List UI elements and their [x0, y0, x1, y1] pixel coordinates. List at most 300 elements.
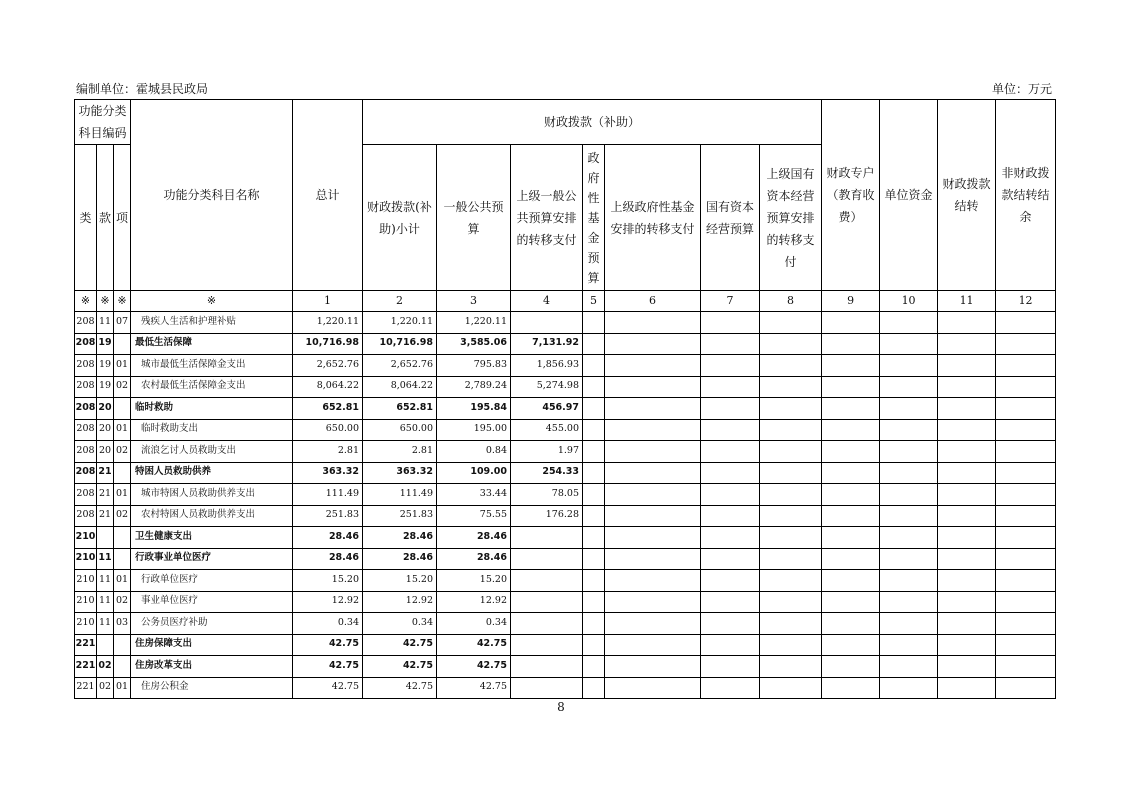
upper-transfer-value	[511, 570, 583, 592]
upper-transfer-value	[511, 677, 583, 699]
func-name-header: 功能分类科目名称	[131, 100, 293, 291]
column-index-cell: 3	[437, 291, 511, 312]
general-budget-header: 一般公共预算	[437, 145, 511, 291]
total-value: 1,220.11	[293, 312, 363, 334]
empty-cell	[996, 419, 1056, 441]
empty-cell	[938, 591, 996, 613]
empty-cell	[605, 312, 701, 334]
fiscal-group-header: 财政拨款（补助）	[363, 100, 822, 145]
upper-transfer-value: 176.28	[511, 505, 583, 527]
code-xiang	[114, 548, 131, 570]
empty-cell	[605, 462, 701, 484]
empty-cell	[701, 419, 760, 441]
currency-unit: 单位：万元	[991, 82, 1052, 96]
unit-funds-header: 单位资金	[880, 100, 938, 291]
empty-cell	[701, 441, 760, 463]
total-value: 2.81	[293, 441, 363, 463]
upper-transfer-value: 78.05	[511, 484, 583, 506]
fiscal-subtotal-value: 652.81	[363, 398, 437, 420]
general-budget-value: 15.20	[437, 570, 511, 592]
fiscal-subtotal-value: 650.00	[363, 419, 437, 441]
empty-cell	[583, 355, 605, 377]
general-budget-value: 28.46	[437, 527, 511, 549]
empty-cell	[822, 634, 880, 656]
empty-cell	[996, 656, 1056, 678]
general-budget-value: 0.84	[437, 441, 511, 463]
subject-name: 最低生活保障	[131, 333, 293, 355]
column-index-row	[75, 291, 1056, 312]
empty-cell	[938, 634, 996, 656]
code-lei: 210	[75, 570, 97, 592]
empty-cell	[938, 398, 996, 420]
empty-cell	[996, 613, 1056, 635]
code-kuan: 11	[97, 613, 114, 635]
empty-cell	[822, 376, 880, 398]
subject-name: 住房改革支出	[131, 656, 293, 678]
empty-cell	[822, 398, 880, 420]
column-index-cell: 1	[293, 291, 363, 312]
code-xiang: 01	[114, 570, 131, 592]
empty-cell	[583, 376, 605, 398]
empty-cell	[996, 527, 1056, 549]
fiscal-subtotal-value: 42.75	[363, 677, 437, 699]
kuan-header: 款	[97, 145, 114, 291]
empty-cell	[938, 548, 996, 570]
fiscal-subtotal-value: 12.92	[363, 591, 437, 613]
table-row	[75, 441, 1056, 463]
fiscal-subtotal-value: 0.34	[363, 613, 437, 635]
column-index-cell: 7	[701, 291, 760, 312]
empty-cell	[996, 312, 1056, 334]
total-value: 42.75	[293, 677, 363, 699]
empty-cell	[880, 419, 938, 441]
upper-transfer-value: 254.33	[511, 462, 583, 484]
empty-cell	[701, 333, 760, 355]
empty-cell	[760, 333, 822, 355]
empty-cell	[880, 462, 938, 484]
empty-cell	[760, 312, 822, 334]
upper-transfer-value	[511, 548, 583, 570]
subject-name: 行政事业单位医疗	[131, 548, 293, 570]
empty-cell	[996, 484, 1056, 506]
general-budget-value: 28.46	[437, 548, 511, 570]
column-index-cell: 11	[938, 291, 996, 312]
empty-cell	[583, 333, 605, 355]
empty-cell	[880, 376, 938, 398]
empty-cell	[938, 419, 996, 441]
empty-cell	[701, 462, 760, 484]
fiscal-subtotal-value: 8,064.22	[363, 376, 437, 398]
fiscal-subtotal-value: 2,652.76	[363, 355, 437, 377]
func-code-header: 功能分类科目编码	[75, 100, 131, 145]
code-xiang: 02	[114, 441, 131, 463]
code-lei: 210	[75, 613, 97, 635]
total-value: 42.75	[293, 656, 363, 678]
code-lei: 208	[75, 398, 97, 420]
empty-cell	[760, 462, 822, 484]
empty-cell	[605, 505, 701, 527]
upper-general-transfer-header: 上级一般公共预算安排的转移支付	[511, 145, 583, 291]
total-value: 15.20	[293, 570, 363, 592]
empty-cell	[605, 677, 701, 699]
code-kuan: 20	[97, 419, 114, 441]
code-kuan: 19	[97, 355, 114, 377]
upper-transfer-value: 1.97	[511, 441, 583, 463]
empty-cell	[605, 355, 701, 377]
column-index-cell: 10	[880, 291, 938, 312]
page-number: 8	[557, 700, 565, 714]
empty-cell	[822, 656, 880, 678]
empty-cell	[583, 634, 605, 656]
empty-cell	[701, 634, 760, 656]
code-xiang: 02	[114, 505, 131, 527]
empty-cell	[583, 677, 605, 699]
upper-transfer-value	[511, 591, 583, 613]
empty-cell	[880, 312, 938, 334]
empty-cell	[583, 527, 605, 549]
general-budget-value: 12.92	[437, 591, 511, 613]
upper-transfer-value	[511, 527, 583, 549]
code-lei: 208	[75, 484, 97, 506]
code-xiang	[114, 462, 131, 484]
empty-cell	[701, 312, 760, 334]
empty-cell	[996, 376, 1056, 398]
empty-cell	[701, 484, 760, 506]
column-index-cell: ※	[97, 291, 114, 312]
code-lei: 210	[75, 591, 97, 613]
table-row	[75, 398, 1056, 420]
general-budget-value: 0.34	[437, 613, 511, 635]
upper-transfer-value: 455.00	[511, 419, 583, 441]
code-lei: 221	[75, 634, 97, 656]
empty-cell	[605, 419, 701, 441]
fiscal-subtotal-value: 2.81	[363, 441, 437, 463]
empty-cell	[605, 527, 701, 549]
code-kuan: 11	[97, 548, 114, 570]
empty-cell	[760, 398, 822, 420]
total-value: 363.32	[293, 462, 363, 484]
carryover-header: 财政拨款结转	[938, 100, 996, 291]
empty-cell	[760, 591, 822, 613]
empty-cell	[605, 441, 701, 463]
empty-cell	[583, 505, 605, 527]
code-kuan: 02	[97, 656, 114, 678]
empty-cell	[583, 312, 605, 334]
total-value: 12.92	[293, 591, 363, 613]
code-kuan: 19	[97, 376, 114, 398]
general-budget-value: 3,585.06	[437, 333, 511, 355]
code-xiang	[114, 398, 131, 420]
empty-cell	[701, 505, 760, 527]
code-kuan: 19	[97, 333, 114, 355]
empty-cell	[996, 505, 1056, 527]
total-value: 2,652.76	[293, 355, 363, 377]
empty-cell	[938, 570, 996, 592]
empty-cell	[996, 333, 1056, 355]
subject-name: 公务员医疗补助	[131, 613, 293, 635]
empty-cell	[996, 355, 1056, 377]
fiscal-subtotal-header: 财政拨款(补助)小计	[363, 145, 437, 291]
code-xiang: 02	[114, 591, 131, 613]
code-kuan: 21	[97, 484, 114, 506]
subject-name: 行政单位医疗	[131, 570, 293, 592]
code-xiang: 07	[114, 312, 131, 334]
empty-cell	[701, 376, 760, 398]
column-index-cell: ※	[131, 291, 293, 312]
empty-cell	[822, 505, 880, 527]
upper-transfer-value: 456.97	[511, 398, 583, 420]
upper-capital-transfer-header: 上级国有资本经营预算安排的转移支付	[760, 145, 822, 291]
subject-name: 临时救助	[131, 398, 293, 420]
code-lei: 208	[75, 376, 97, 398]
fiscal-subtotal-value: 10,716.98	[363, 333, 437, 355]
subject-name: 流浪乞讨人员救助支出	[131, 441, 293, 463]
empty-cell	[996, 548, 1056, 570]
fiscal-subtotal-value: 28.46	[363, 527, 437, 549]
general-budget-value: 42.75	[437, 656, 511, 678]
total-value: 251.83	[293, 505, 363, 527]
code-kuan: 20	[97, 398, 114, 420]
table-row	[75, 484, 1056, 506]
code-xiang: 01	[114, 677, 131, 699]
general-budget-value: 42.75	[437, 677, 511, 699]
empty-cell	[822, 677, 880, 699]
subject-name: 特困人员救助供养	[131, 462, 293, 484]
empty-cell	[822, 591, 880, 613]
empty-cell	[938, 505, 996, 527]
empty-cell	[583, 548, 605, 570]
column-index-cell: 4	[511, 291, 583, 312]
empty-cell	[583, 441, 605, 463]
empty-cell	[701, 355, 760, 377]
empty-cell	[996, 398, 1056, 420]
empty-cell	[605, 398, 701, 420]
general-budget-value: 195.00	[437, 419, 511, 441]
empty-cell	[701, 656, 760, 678]
empty-cell	[938, 462, 996, 484]
empty-cell	[822, 570, 880, 592]
upper-transfer-value	[511, 312, 583, 334]
code-kuan	[97, 527, 114, 549]
fiscal-subtotal-value: 28.46	[363, 548, 437, 570]
table-row	[75, 548, 1056, 570]
subject-name: 城市特困人员救助供养支出	[131, 484, 293, 506]
upper-transfer-value: 1,856.93	[511, 355, 583, 377]
empty-cell	[996, 591, 1056, 613]
total-value: 8,064.22	[293, 376, 363, 398]
empty-cell	[701, 591, 760, 613]
code-lei: 208	[75, 419, 97, 441]
upper-transfer-value	[511, 634, 583, 656]
table-row	[75, 677, 1056, 699]
empty-cell	[760, 419, 822, 441]
code-kuan: 20	[97, 441, 114, 463]
empty-cell	[996, 634, 1056, 656]
table-row	[75, 527, 1056, 549]
empty-cell	[605, 376, 701, 398]
empty-cell	[996, 462, 1056, 484]
subject-name: 住房公积金	[131, 677, 293, 699]
code-lei: 210	[75, 527, 97, 549]
table-row	[75, 419, 1056, 441]
general-budget-value: 109.00	[437, 462, 511, 484]
empty-cell	[880, 505, 938, 527]
empty-cell	[938, 613, 996, 635]
column-index-cell: 9	[822, 291, 880, 312]
total-value: 652.81	[293, 398, 363, 420]
empty-cell	[760, 441, 822, 463]
subject-name: 事业单位医疗	[131, 591, 293, 613]
empty-cell	[880, 355, 938, 377]
subject-name: 城市最低生活保障金支出	[131, 355, 293, 377]
upper-transfer-value	[511, 613, 583, 635]
empty-cell	[605, 613, 701, 635]
empty-cell	[880, 441, 938, 463]
fiscal-subtotal-value: 363.32	[363, 462, 437, 484]
empty-cell	[822, 333, 880, 355]
fiscal-subtotal-value: 42.75	[363, 656, 437, 678]
empty-cell	[701, 548, 760, 570]
total-value: 650.00	[293, 419, 363, 441]
empty-cell	[605, 548, 701, 570]
code-xiang	[114, 656, 131, 678]
empty-cell	[938, 527, 996, 549]
empty-cell	[605, 591, 701, 613]
lei-header: 类	[75, 145, 97, 291]
code-lei: 208	[75, 333, 97, 355]
empty-cell	[583, 613, 605, 635]
column-index-cell: 6	[605, 291, 701, 312]
fiscal-subtotal-value: 251.83	[363, 505, 437, 527]
code-kuan: 21	[97, 505, 114, 527]
subject-name: 住房保障支出	[131, 634, 293, 656]
table-row	[75, 333, 1056, 355]
table-row	[75, 376, 1056, 398]
column-index-cell: 2	[363, 291, 437, 312]
subject-name: 残疾人生活和护理补贴	[131, 312, 293, 334]
code-xiang: 03	[114, 613, 131, 635]
empty-cell	[996, 441, 1056, 463]
empty-cell	[701, 570, 760, 592]
empty-cell	[760, 570, 822, 592]
code-xiang	[114, 634, 131, 656]
code-xiang: 02	[114, 376, 131, 398]
general-budget-value: 1,220.11	[437, 312, 511, 334]
empty-cell	[822, 484, 880, 506]
empty-cell	[822, 613, 880, 635]
empty-cell	[583, 591, 605, 613]
general-budget-value: 795.83	[437, 355, 511, 377]
empty-cell	[701, 613, 760, 635]
total-value: 111.49	[293, 484, 363, 506]
total-value: 42.75	[293, 634, 363, 656]
empty-cell	[605, 656, 701, 678]
empty-cell	[701, 398, 760, 420]
empty-cell	[583, 656, 605, 678]
empty-cell	[996, 570, 1056, 592]
code-xiang: 01	[114, 355, 131, 377]
empty-cell	[880, 527, 938, 549]
empty-cell	[605, 484, 701, 506]
empty-cell	[880, 398, 938, 420]
subject-name: 农村特困人员救助供养支出	[131, 505, 293, 527]
code-lei: 208	[75, 505, 97, 527]
table-row	[75, 312, 1056, 334]
empty-cell	[822, 462, 880, 484]
code-lei: 208	[75, 441, 97, 463]
empty-cell	[583, 462, 605, 484]
total-value: 10,716.98	[293, 333, 363, 355]
upper-transfer-value: 7,131.92	[511, 333, 583, 355]
code-kuan: 11	[97, 312, 114, 334]
empty-cell	[822, 441, 880, 463]
empty-cell	[880, 591, 938, 613]
column-index-cell: ※	[114, 291, 131, 312]
empty-cell	[760, 677, 822, 699]
empty-cell	[880, 656, 938, 678]
empty-cell	[701, 527, 760, 549]
empty-cell	[822, 527, 880, 549]
empty-cell	[760, 484, 822, 506]
table-row	[75, 634, 1056, 656]
table-body	[75, 312, 1056, 699]
empty-cell	[938, 312, 996, 334]
empty-cell	[996, 677, 1056, 699]
column-index-cell: 5	[583, 291, 605, 312]
column-index-cell: ※	[75, 291, 97, 312]
upper-transfer-value	[511, 656, 583, 678]
code-xiang: 01	[114, 419, 131, 441]
empty-cell	[760, 376, 822, 398]
empty-cell	[822, 548, 880, 570]
general-budget-value: 75.55	[437, 505, 511, 527]
general-budget-value: 2,789.24	[437, 376, 511, 398]
upper-transfer-value: 5,274.98	[511, 376, 583, 398]
code-lei: 221	[75, 656, 97, 678]
fiscal-subtotal-value: 15.20	[363, 570, 437, 592]
empty-cell	[880, 634, 938, 656]
table-row	[75, 570, 1056, 592]
empty-cell	[880, 484, 938, 506]
empty-cell	[938, 333, 996, 355]
empty-cell	[880, 677, 938, 699]
subject-name: 临时救助支出	[131, 419, 293, 441]
empty-cell	[938, 355, 996, 377]
code-kuan: 02	[97, 677, 114, 699]
empty-cell	[701, 677, 760, 699]
empty-cell	[760, 355, 822, 377]
table-row	[75, 505, 1056, 527]
column-index-cell: 12	[996, 291, 1056, 312]
gov-fund-header: 政府性基金预算	[583, 145, 605, 291]
table-row	[75, 656, 1056, 678]
total-header: 总计	[293, 100, 363, 291]
table-row	[75, 355, 1056, 377]
empty-cell	[822, 419, 880, 441]
empty-cell	[760, 527, 822, 549]
table-row	[75, 591, 1056, 613]
empty-cell	[880, 333, 938, 355]
code-lei: 208	[75, 462, 97, 484]
empty-cell	[605, 333, 701, 355]
total-value: 28.46	[293, 527, 363, 549]
xiang-header: 项	[114, 145, 131, 291]
upper-fund-transfer-header: 上级政府性基金安排的转移支付	[605, 145, 701, 291]
total-value: 28.46	[293, 548, 363, 570]
special-edu-header: 财政专户（教育收费）	[822, 100, 880, 291]
subject-name: 卫生健康支出	[131, 527, 293, 549]
code-xiang	[114, 333, 131, 355]
